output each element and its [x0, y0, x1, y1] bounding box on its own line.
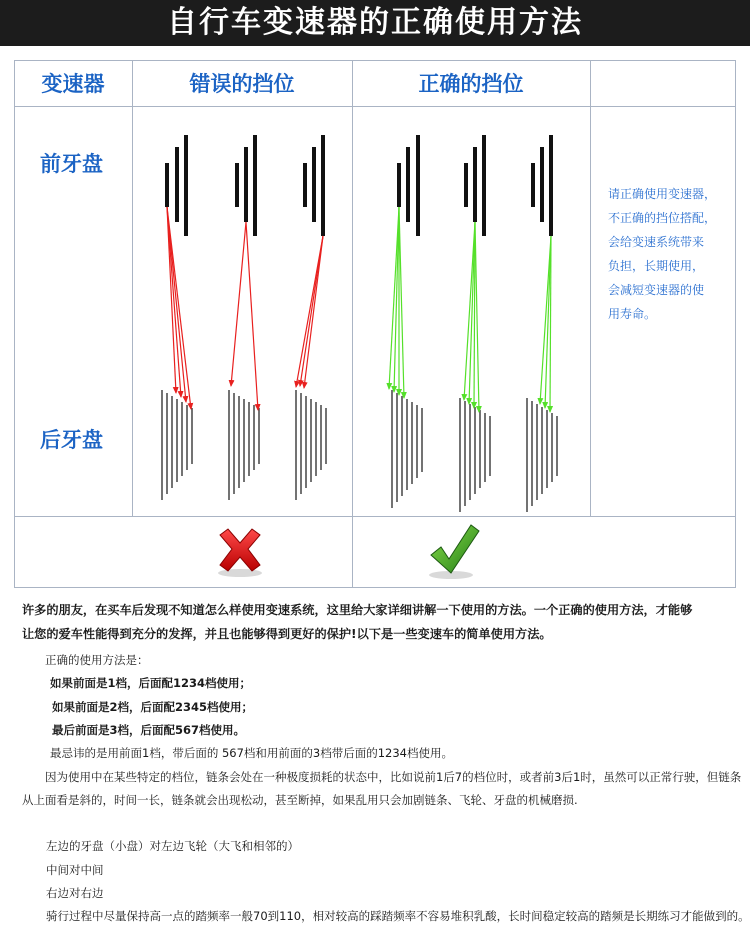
- row-label-rear-cassette: 后牙盘: [40, 428, 103, 452]
- right-front-chainring-3: [533, 135, 551, 236]
- wrong-rear-cassette-3: [296, 390, 326, 500]
- intro-line-2: 让您的爱车性能得到充分的发挥，并且也能够得到更好的保护!以下是一些变速车的简单使用方法。: [22, 627, 552, 641]
- pairing-right: 右边对右边: [46, 886, 104, 900]
- page-title: 自行车变速器的正确使用方法: [0, 0, 750, 46]
- rule-front-1: 如果前面是1档，后面配1234档使用；: [50, 676, 252, 690]
- wrong-front-chainring-3: [305, 135, 323, 236]
- cadence-tip: 骑行过程中尽量保持高一点的踏频率一般70到110，相对较高的踩踏频率不容易堆积乳酸，长时间稳定较高的踏频是长期练习才能做到的。: [46, 909, 750, 923]
- note-line: 不正确的挡位搭配，: [608, 211, 717, 225]
- wrong-chain-lines-3: [296, 236, 323, 388]
- header-derailleur: 变速器: [41, 72, 105, 96]
- right-front-chainring-1: [399, 135, 418, 236]
- rule-front-2: 如果前面是2档，后面配2345档使用；: [52, 700, 254, 714]
- right-chain-lines-2: [464, 222, 479, 412]
- right-chain-lines-1: [389, 207, 404, 398]
- right-front-chainring-2: [466, 135, 484, 236]
- right-rear-cassette-1: [392, 390, 422, 508]
- header-wrong-gear: 错误的挡位: [189, 72, 295, 96]
- pairing-left: 左边的牙盘（小盘）对左边飞轮（大飞和相邻的）: [46, 839, 299, 853]
- rule-front-3: 最后前面是3档，后面配567档使用。: [52, 723, 246, 737]
- wrong-front-chainring-2: [237, 135, 255, 236]
- reason-line-2: 从上面看是斜的，时间一长，链条就会出现松动，甚至断掉，如果乱用只会加剧链条、飞轮、牙盘的机械磨损.: [22, 793, 578, 807]
- taboo-note: 最忌讳的是用前面1档，带后面的 567档和用前面的3档带后面的1234档使用。: [50, 746, 454, 760]
- intro-line-1: 许多的朋友，在买车后发现不知道怎么样使用变速系统，这里给大家详细讲解一下使用的方法。一个正确的使用方法，才能够: [22, 603, 693, 617]
- right-chain-lines-3: [540, 236, 551, 412]
- right-rear-cassette-2: [460, 398, 490, 512]
- header-right-gear: 正确的挡位: [418, 72, 524, 96]
- note-line: 负担，长期使用，: [608, 259, 705, 273]
- method-heading: 正确的使用方法是：: [45, 653, 149, 667]
- green-check-icon: [429, 525, 479, 579]
- wrong-rear-cassette-1: [162, 390, 192, 500]
- note-line: 请正确使用变速器，: [608, 187, 717, 201]
- red-x-icon: [218, 529, 262, 577]
- row-label-front-chainring: 前牙盘: [40, 152, 103, 176]
- wrong-rear-cassette-2: [229, 390, 259, 500]
- note-line: 会减短变速器的使: [608, 283, 705, 297]
- right-rear-cassette-3: [527, 398, 557, 512]
- pairing-middle: 中间对中间: [46, 863, 104, 877]
- wrong-front-chainring-1: [167, 135, 186, 236]
- note-line: 会给变速系统带来: [608, 235, 705, 249]
- usage-text: [22, 598, 742, 646]
- reason-line-1: 因为使用中在某些特定的档位，链条会处在一种极度损耗的状态中，比如说前1后7的档位时，或者前3后1时，虽然可以正常行驶，但链条: [45, 770, 742, 784]
- wrong-chain-lines-1: [167, 207, 191, 409]
- wrong-chain-lines-2: [231, 222, 258, 410]
- note-line: 用寿命。: [608, 307, 657, 321]
